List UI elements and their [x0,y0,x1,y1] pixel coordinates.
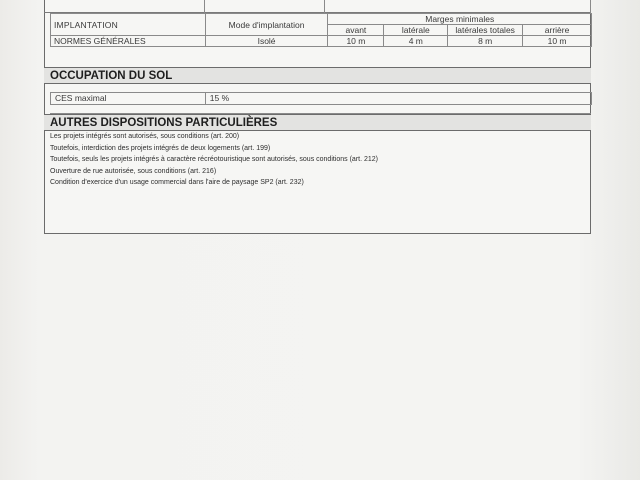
normes-avant-value: 10 m [328,36,384,47]
autres-dispositions-title: AUTRES DISPOSITIONS PARTICULIÈRES [44,114,591,131]
marges-minimales-header: Marges minimales [328,14,592,25]
ces-maximal-label: CES maximal [51,93,206,105]
top-table-edge [44,0,591,13]
normes-laterales-totales-value: 8 m [448,36,523,47]
mode-implantation-header: Mode d'implantation [205,14,328,36]
col-laterales-totales: latérales totales [448,25,523,36]
normes-laterale-value: 4 m [384,36,448,47]
col-arriere: arrière [523,25,592,36]
list-item: Toutefois, interdiction des projets intégrés de deux logements (art. 199) [50,144,271,152]
occupation-du-sol-title: OCCUPATION DU SOL [44,67,591,84]
implantation-table [50,13,592,47]
normes-mode-value: Isolé [205,36,328,47]
ces-maximal-value: 15 % [205,93,591,105]
dispositions-list [50,131,585,189]
normes-generales-label: NORMES GÉNÉRALES [51,36,206,47]
list-item: Les projets intégrés sont autorisés, sous conditions (art. 200) [50,133,240,140]
list-item: Toutefois, seuls les projets intégrés à caractère récréotouristique sont autorisés, sous conditions (art. 212) [50,156,378,163]
list-item: Condition d'exercice d'un usage commercial dans l'aire de paysage SP2 (art. 232) [50,179,304,186]
list-item: Ouverture de rue autorisée, sous conditions (art. 216) [50,167,217,175]
occupation-empty-row [50,104,591,114]
col-laterale: latérale [384,25,448,36]
normes-arriere-value: 10 m [523,36,592,47]
implantation-label: IMPLANTATION [51,14,206,36]
col-avant: avant [328,25,384,36]
